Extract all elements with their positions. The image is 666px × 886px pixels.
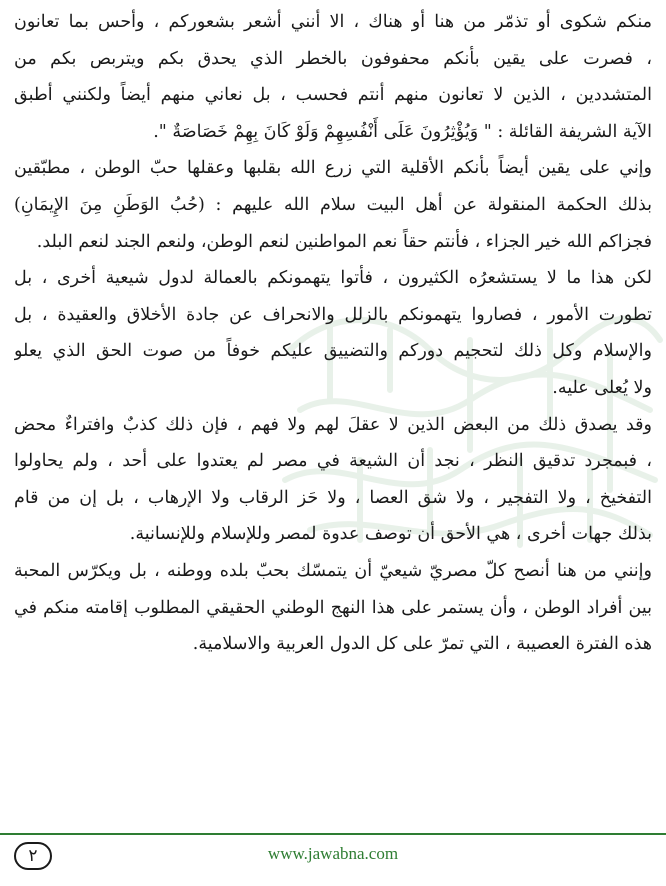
text-line: ولا يُعلى عليه. bbox=[552, 377, 652, 398]
text-line: وقد يصدق ذلك من البعض الذين لا عقلَ لهم ولا فهم ، فإن ذلك كذبٌ وافتراءٌ محض bbox=[14, 414, 652, 435]
text-line: لكن هذا ما لا يستشعرُه الكثيرون ، فأتوا يتهمونكم بالعمالة لدول شيعية أخرى ، بل bbox=[14, 268, 652, 289]
text-line: بذلك الحكمة المنقولة عن أهل البيت سلام الله عليهم : (حُبُ الوَطَنِ مِنَ الإِيمَانِ) bbox=[14, 194, 652, 215]
body-text bbox=[14, 4, 652, 663]
footer-divider bbox=[0, 833, 666, 835]
text-line: بين أفراد الوطن ، وأن يستمر على هذا النهج الوطني الحقيقي المطلوب إقامته منكم في bbox=[14, 597, 652, 618]
text-line: والإسلام وكل ذلك لتحجيم دوركم والتضييق عليكم خوفاً من صوت الحق الذي يعلو bbox=[14, 341, 652, 362]
text-line: وإني على يقين أيضاً بأنكم الأقلية التي زرع الله بقلبها وعقلها حبّ الوطن ، مطبّقين bbox=[14, 158, 652, 179]
text-line: الآية الشريفة القائلة : " وَيُؤْثِرُونَ عَلَى أَنْفُسِهِمْ وَلَوْ كَانَ بِهِمْ خَصَاصَةٌ ". bbox=[153, 121, 652, 142]
text-line: هذه الفترة العصيبة ، التي تمرّ على كل الدول العربية والاسلامية. bbox=[192, 634, 652, 655]
text-line: وإنني من هنا أنصح كلّ مصريّ شيعيّ أن يتمسّك بحبّ بلده ووطنه ، بل ويكرّس المحبة bbox=[14, 560, 652, 581]
text-line: تطورت الأمور ، فصاروا يتهمونكم بالزلل والانحراف عن جادة الأخلاق والعقيدة ، بل bbox=[14, 304, 652, 325]
text-line: المتشددين ، الذين لا تعانون منهم أنتم فحسب ، بل نعاني منهم أيضاً ولكنني أطبق bbox=[14, 85, 652, 106]
page-number: ٢ bbox=[14, 842, 52, 870]
text-line: بذلك جهات أخرى ، هي الأحق أن توصف عدوة لمصر وللإسلام وللإنسانية. bbox=[129, 524, 652, 545]
text-line: ، فبمجرد تدقيق النظر ، نجد أن الشيعة في مصر لم يعتدوا على أحد ، ولم يحاولوا bbox=[14, 451, 652, 472]
text-line: منكم شكوى أو تذمّر من هنا أو هناك ، الا أنني أشعر بشعوركم ، وأحس بما تعانون bbox=[14, 12, 652, 32]
text-line: ، فصرت على يقين بأنكم محفوفون بالخطر الذي يحدق بكم ويتربص بكم من bbox=[14, 48, 652, 69]
site-url-link[interactable]: www.jawabna.com bbox=[267, 844, 399, 863]
text-line: فجزاكم الله خير الجزاء ، فأنتم حقاً نعم المواطنين لنعم الوطن، ولنعم الجند لنعم البلد. bbox=[36, 231, 652, 252]
text-line: التفخيخ ، ولا التفجير ، ولا شق العصا ، ولا حَز الرقاب ولا الإرهاب ، بل إن من قام bbox=[14, 487, 652, 508]
